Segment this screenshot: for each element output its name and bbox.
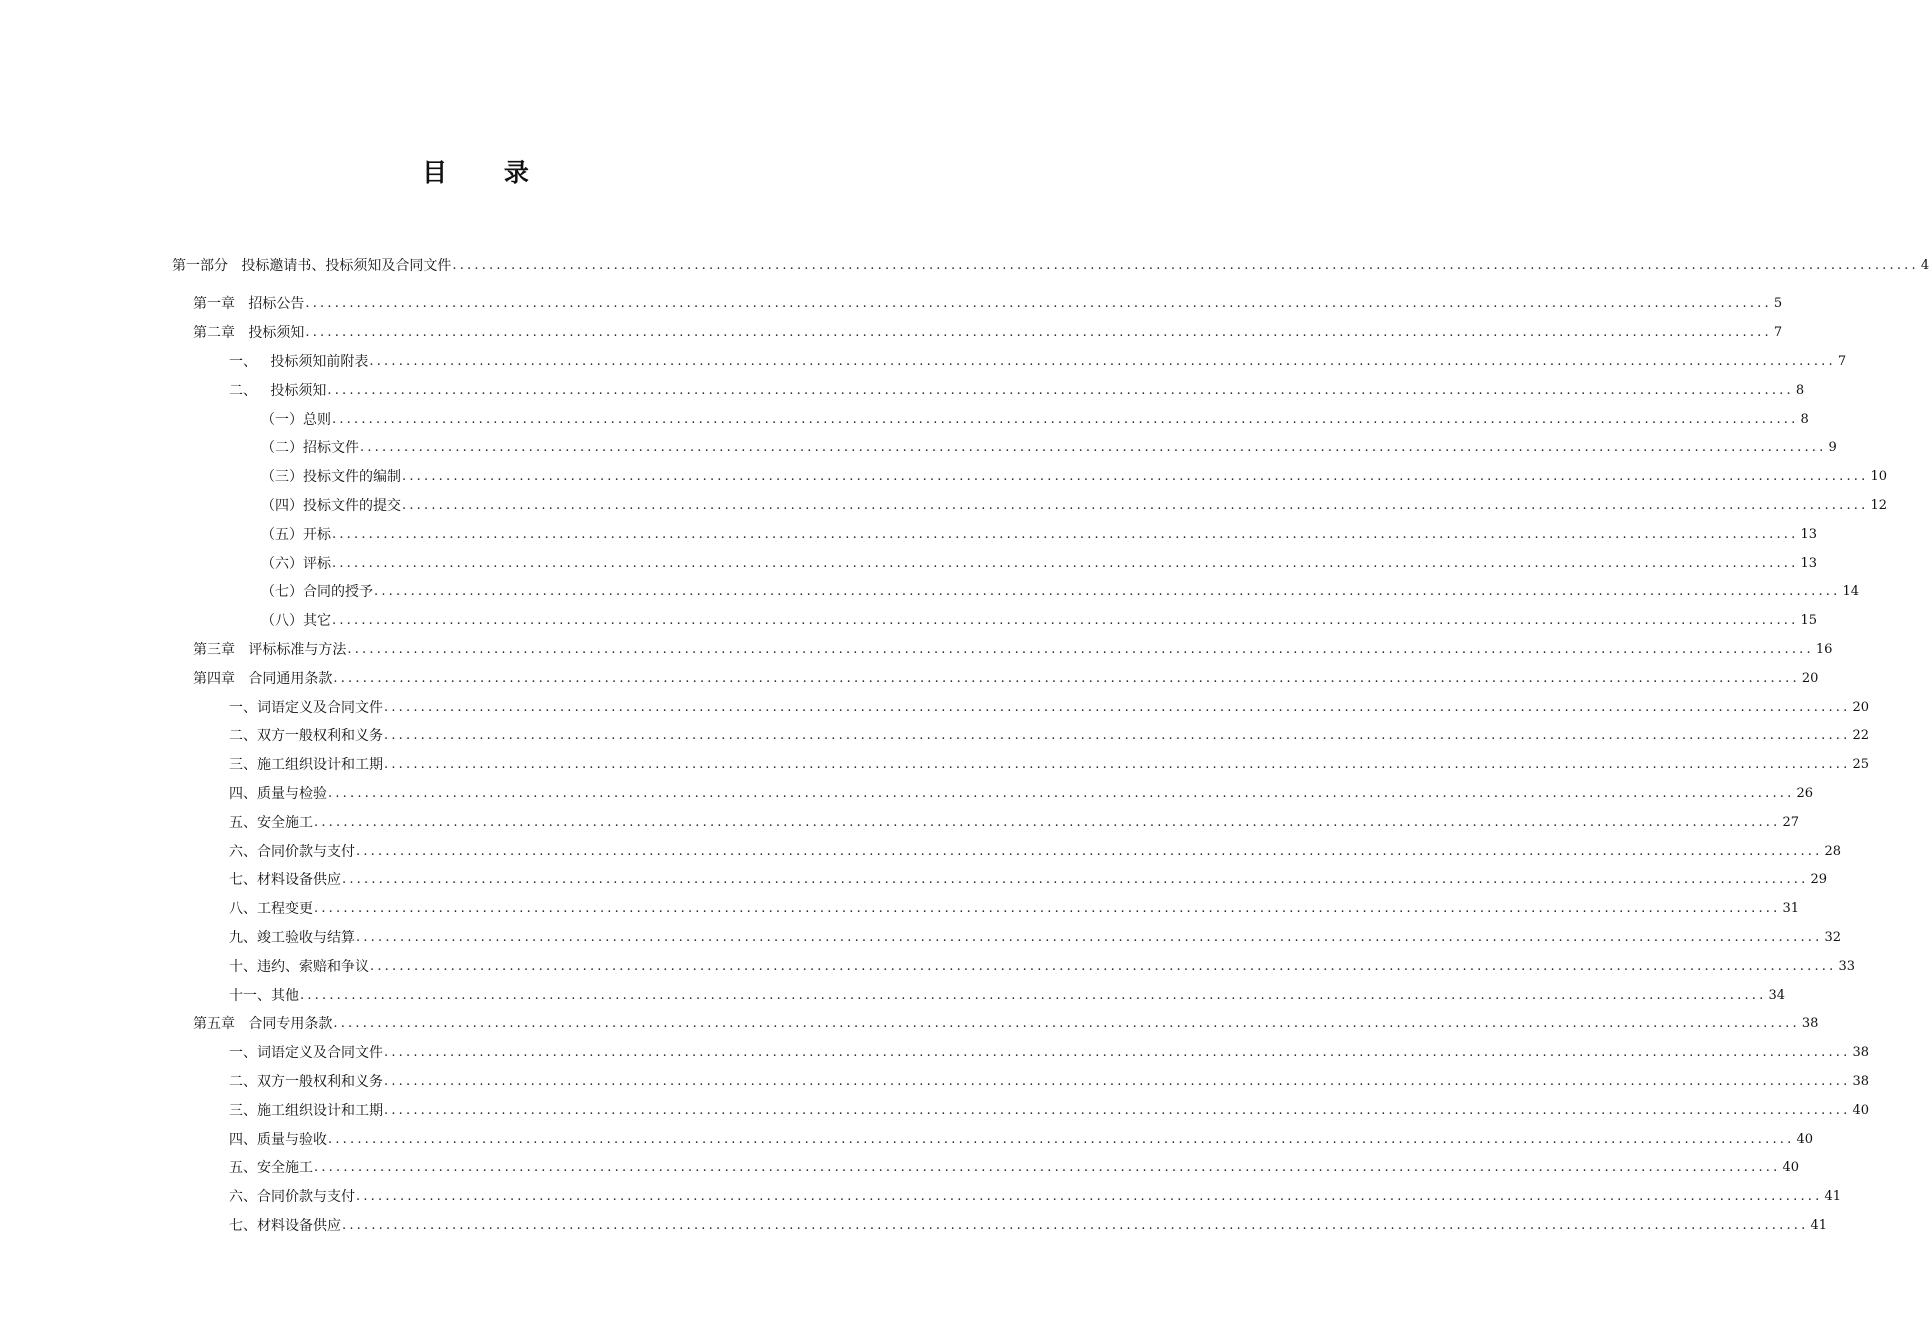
- toc-entry-label: 第四章 合同通用条款: [193, 670, 333, 687]
- toc-entry-page-number: 33: [1838, 958, 1856, 974]
- toc-entry-page-number: 8: [1800, 411, 1809, 427]
- toc-leader-dots: ........................................................................................................................................................................................................: [314, 814, 1781, 830]
- toc-entry[interactable]: [0, 751, 1870, 780]
- toc-entry-label: （三）投标文件的编制: [261, 469, 401, 486]
- toc-leader-dots: ........................................................................................................................................................................................................: [369, 353, 1836, 369]
- toc-entry-label: 七、材料设备供应: [229, 1217, 341, 1234]
- toc-leader-dots: ........................................................................................................................................................................................................: [384, 757, 1851, 773]
- toc-entry-label: 六、合同价款与支付: [229, 1189, 355, 1206]
- toc-entry-page-number: 41: [1810, 1217, 1828, 1233]
- toc-entry-page-number: 16: [1815, 641, 1833, 657]
- toc-leader-dots: ........................................................................................................................................................................................................: [305, 325, 1772, 341]
- toc-entry-page-number: 34: [1768, 987, 1786, 1003]
- toc-entry-page-number: 32: [1824, 929, 1842, 945]
- toc-entry-label: 第二章 投标须知: [193, 325, 305, 342]
- toc-entry[interactable]: [0, 290, 1783, 319]
- toc-leader-dots: ........................................................................................................................................................................................................: [374, 584, 1841, 600]
- toc-leader-dots: ........................................................................................................................................................................................................: [356, 929, 1823, 945]
- toc-entry[interactable]: [0, 348, 1847, 377]
- toc-entry-label: 三、施工组织设计和工期: [229, 1102, 383, 1119]
- toc-entry[interactable]: [0, 780, 1814, 809]
- toc-entry-page-number: 7: [1837, 353, 1847, 369]
- toc-entry-label: 一、词语定义及合同文件: [229, 1045, 383, 1062]
- toc-entry-page-number: 38: [1801, 1016, 1819, 1032]
- toc-entry[interactable]: [0, 549, 1818, 578]
- toc-entry[interactable]: [0, 1010, 1819, 1039]
- toc-entry-page-number: 5: [1773, 296, 1783, 312]
- toc-leader-dots: ........................................................................................................................................................................................................: [384, 728, 1851, 744]
- toc-entry-page-number: 20: [1852, 699, 1870, 715]
- toc-leader-dots: ........................................................................................................................................................................................................: [333, 1016, 1800, 1032]
- toc-entry-label: （七）合同的授予: [261, 584, 373, 601]
- toc-entry[interactable]: [0, 251, 1929, 280]
- toc-leader-dots: ........................................................................................................................................................................................................: [332, 613, 1799, 629]
- toc-leader-dots: ........................................................................................................................................................................................................: [356, 843, 1823, 859]
- toc-entry-label: （一）总则: [261, 411, 331, 428]
- toc-entry[interactable]: [0, 636, 1833, 665]
- toc-leader-dots: ........................................................................................................................................................................................................: [356, 1189, 1823, 1205]
- toc-leader-dots: ........................................................................................................................................................................................................: [305, 296, 1772, 312]
- toc-entry-label: 二、双方一般权利和义务: [229, 1073, 383, 1090]
- toc-entry-label: （八）其它: [261, 613, 331, 630]
- toc-entry-page-number: 41: [1824, 1189, 1842, 1205]
- toc-entry-label: 八、工程变更: [229, 901, 313, 918]
- toc-leader-dots: ........................................................................................................................................................................................................: [327, 382, 1794, 398]
- toc-entry[interactable]: [0, 405, 1809, 434]
- toc-entry-label: 十一、其他: [229, 987, 299, 1004]
- toc-entry-label: （四）投标文件的提交: [261, 497, 401, 514]
- toc-entry-page-number: 38: [1852, 1073, 1870, 1089]
- toc-entry-page-number: 29: [1810, 872, 1828, 888]
- toc-leader-dots: ........................................................................................................................................................................................................: [314, 1160, 1781, 1176]
- toc-entry-page-number: 40: [1796, 1131, 1814, 1147]
- toc-entry-page-number: 20: [1801, 670, 1819, 686]
- toc-entry[interactable]: [0, 607, 1818, 636]
- toc-entry-page-number: 40: [1852, 1102, 1870, 1118]
- toc-leader-dots: ........................................................................................................................................................................................................: [402, 469, 1869, 485]
- toc-entry-page-number: 26: [1796, 785, 1814, 801]
- page-title: 目 录: [422, 158, 553, 187]
- toc-entry-label: 三、施工组织设计和工期: [229, 757, 383, 774]
- toc-entry[interactable]: [0, 463, 1888, 492]
- toc-entry-page-number: 28: [1824, 843, 1842, 859]
- toc-leader-dots: ........................................................................................................................................................................................................: [384, 699, 1851, 715]
- table-of-contents: [0, 251, 1929, 1240]
- toc-entry[interactable]: [0, 981, 1786, 1010]
- toc-leader-dots: ........................................................................................................................................................................................................: [314, 901, 1781, 917]
- toc-entry[interactable]: [0, 1154, 1800, 1183]
- toc-entry[interactable]: [0, 722, 1870, 751]
- toc-entry-page-number: 14: [1842, 584, 1860, 600]
- toc-entry-label: 五、安全施工: [229, 1160, 313, 1177]
- toc-entry-label: （六）评标: [261, 555, 331, 572]
- toc-entry[interactable]: [0, 1039, 1870, 1068]
- toc-entry[interactable]: [0, 1183, 1842, 1212]
- toc-entry-page-number: 22: [1852, 728, 1870, 744]
- toc-leader-dots: ........................................................................................................................................................................................................: [342, 1217, 1809, 1233]
- toc-entry[interactable]: [0, 808, 1800, 837]
- toc-leader-dots: ........................................................................................................................................................................................................: [328, 785, 1795, 801]
- toc-entry-label: 二、双方一般权利和义务: [229, 728, 383, 745]
- toc-entry[interactable]: [0, 492, 1888, 521]
- toc-entry-page-number: 12: [1870, 497, 1888, 513]
- toc-entry[interactable]: [0, 837, 1842, 866]
- toc-entry[interactable]: [0, 520, 1818, 549]
- toc-entry[interactable]: [0, 1125, 1814, 1154]
- toc-leader-dots: ........................................................................................................................................................................................................: [328, 1131, 1795, 1147]
- toc-entry[interactable]: [0, 866, 1828, 895]
- toc-entry-label: 第三章 评标标准与方法: [193, 641, 347, 658]
- toc-entry-label: 第一章 招标公告: [193, 296, 305, 313]
- toc-entry-page-number: 10: [1870, 469, 1888, 485]
- toc-entry-label: 四、质量与检验: [229, 785, 327, 802]
- toc-entry-page-number: 38: [1852, 1045, 1870, 1061]
- toc-entry[interactable]: [0, 1096, 1870, 1125]
- toc-entry-page-number: 13: [1800, 555, 1818, 571]
- toc-leader-dots: ........................................................................................................................................................................................................: [347, 641, 1814, 657]
- toc-entry[interactable]: [0, 924, 1842, 953]
- toc-entry[interactable]: [0, 664, 1819, 693]
- toc-leader-dots: ........................................................................................................................................................................................................: [332, 526, 1799, 542]
- toc-entry-page-number: 40: [1782, 1160, 1800, 1176]
- toc-entry-page-number: 13: [1800, 526, 1818, 542]
- toc-entry-page-number: 31: [1782, 901, 1800, 917]
- toc-entry[interactable]: [0, 434, 1837, 463]
- toc-entry-label: （五）开标: [261, 526, 331, 543]
- toc-entry-page-number: 4: [1920, 257, 1929, 273]
- toc-entry-label: 一、词语定义及合同文件: [229, 699, 383, 716]
- toc-entry-page-number: 25: [1852, 757, 1870, 773]
- toc-entry-page-number: 9: [1828, 440, 1837, 456]
- toc-leader-dots: ........................................................................................................................................................................................................: [370, 958, 1837, 974]
- toc-leader-dots: ........................................................................................................................................................................................................: [384, 1073, 1851, 1089]
- toc-leader-dots: ........................................................................................................................................................................................................: [360, 440, 1827, 456]
- toc-entry-label: 第五章 合同专用条款: [193, 1016, 333, 1033]
- toc-entry[interactable]: [0, 1068, 1870, 1097]
- toc-entry-page-number: 15: [1800, 613, 1818, 629]
- toc-entry-page-number: 7: [1773, 325, 1783, 341]
- toc-entry-label: 四、质量与验收: [229, 1131, 327, 1148]
- toc-entry[interactable]: [0, 895, 1800, 924]
- toc-entry-label: 七、材料设备供应: [229, 872, 341, 889]
- toc-leader-dots: ........................................................................................................................................................................................................: [300, 987, 1767, 1003]
- toc-entry[interactable]: [0, 578, 1860, 607]
- toc-entry[interactable]: [0, 693, 1870, 722]
- toc-leader-dots: ........................................................................................................................................................................................................: [333, 670, 1800, 686]
- toc-entry-label: 二、 投标须知: [229, 382, 327, 399]
- toc-entry[interactable]: [0, 319, 1783, 348]
- toc-leader-dots: ........................................................................................................................................................................................................: [332, 555, 1799, 571]
- toc-entry-label: （二）招标文件: [261, 440, 359, 457]
- toc-entry-label: 九、竣工验收与结算: [229, 929, 355, 946]
- toc-leader-dots: ........................................................................................................................................................................................................: [332, 411, 1799, 427]
- toc-entry[interactable]: [0, 1212, 1828, 1241]
- toc-entry-page-number: 8: [1795, 382, 1805, 398]
- toc-leader-dots: ........................................................................................................................................................................................................: [384, 1102, 1851, 1118]
- toc-entry-page-number: 27: [1782, 814, 1800, 830]
- toc-entry[interactable]: [0, 952, 1856, 981]
- toc-entry-label: 十、违约、索赔和争议: [229, 958, 369, 975]
- toc-entry-label: 六、合同价款与支付: [229, 843, 355, 860]
- toc-leader-dots: ........................................................................................................................................................................................................: [384, 1045, 1851, 1061]
- toc-leader-dots: ........................................................................................................................................................................................................: [342, 872, 1809, 888]
- toc-leader-dots: ........................................................................................................................................................................................................: [452, 257, 1919, 273]
- toc-entry-label: 第一部分 投标邀请书、投标须知及合同文件: [172, 257, 452, 274]
- toc-leader-dots: ........................................................................................................................................................................................................: [402, 497, 1869, 513]
- toc-entry-label: 五、安全施工: [229, 814, 313, 831]
- toc-entry[interactable]: [0, 376, 1805, 405]
- toc-entry-label: 一、 投标须知前附表: [229, 353, 369, 370]
